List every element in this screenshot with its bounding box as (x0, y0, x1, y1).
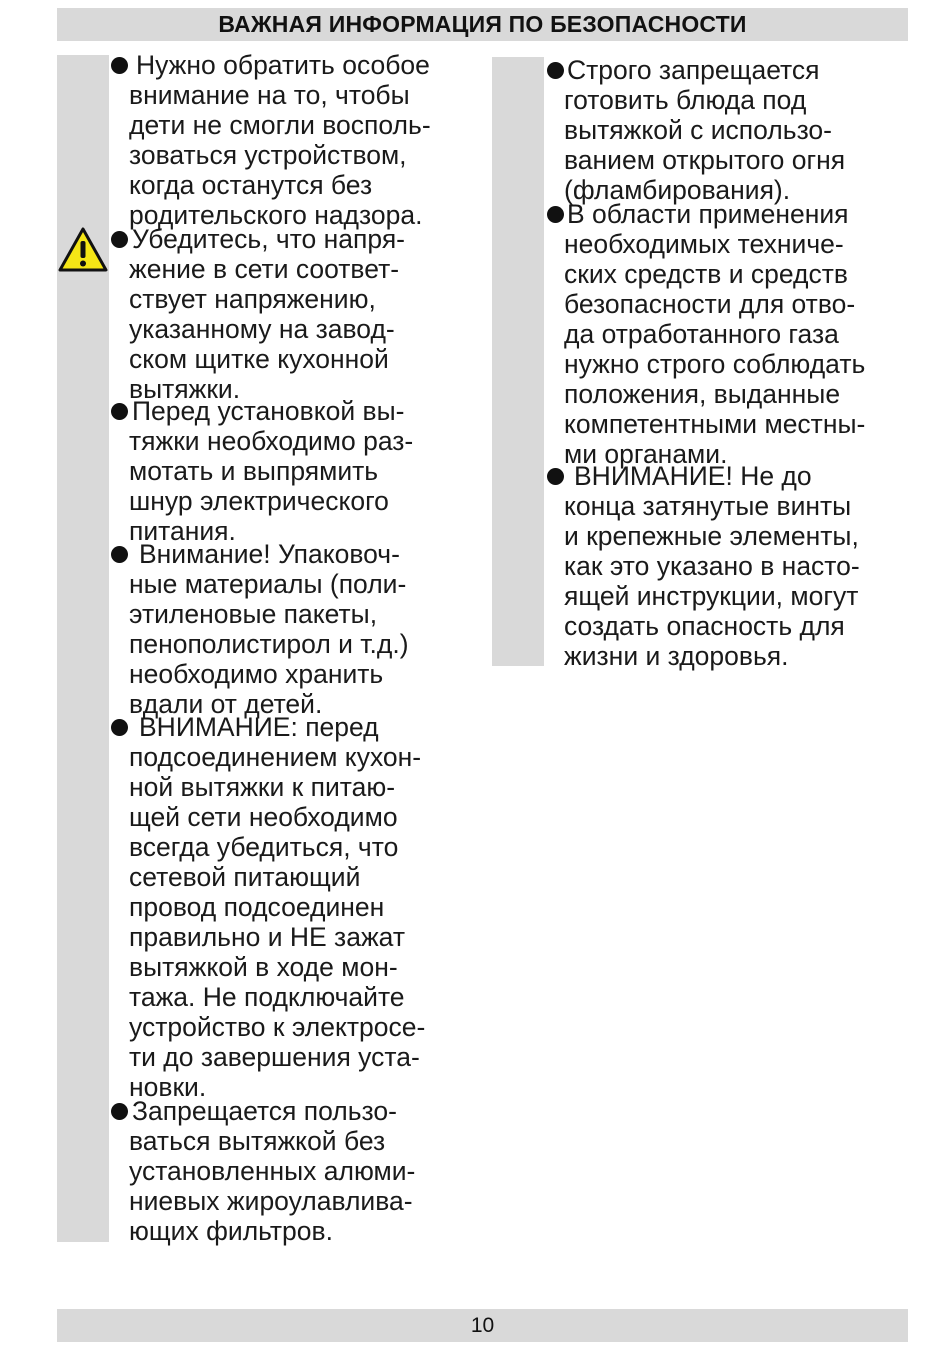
list-item: Убедитесь, что напря- жение в сети соответ- ствует напряжению, указанному на завод- ском щитке кухонной вытяжки. (129, 224, 405, 404)
bullet-dot-icon (111, 546, 128, 563)
warning-triangle-icon (57, 226, 109, 274)
list-item: ВНИМАНИЕ: перед подсоединением кухон- ной вытяжки к питаю- щей сети необходимо всегда убедиться, что сетевой питающий провод подсоединен правильно и НЕ зажат вытяжкой в ходе мон- тажа. Не подключайте устройство к электросе- ти до завершения уста- новки. (129, 712, 426, 1102)
list-item: Нужно обратить особое внимание на то, чтобы дети не смогли восполь- зоваться устройством, когда останутся без родительского надзора. (129, 50, 431, 230)
bullet-dot-icon (547, 468, 564, 485)
list-item: ВНИМАНИЕ! Не до конца затянутые винты и крепежные элементы, как это указано в насто- ящей инструкции, могут создать опасность для жизни и здоровья. (564, 461, 860, 671)
list-item: Запрещается пользо- ваться вытяжкой без установленных алюми- ниевых жироулавлива- ющих фильтров. (129, 1096, 416, 1246)
list-item: В области применения необходимых техниче- ских средств и средств безопасности для отво- да отработанного газа нужно строго соблюдать положения, выданные компетентными местны- ми органами. (564, 199, 866, 469)
page-number: 10 (470, 1313, 495, 1337)
page-header (57, 8, 908, 41)
list-item: Внимание! Упаковоч- ные материалы (поли- этиленовые пакеты, пенополистирол и т.д.) необходимо хранить вдали от детей. (129, 539, 409, 719)
bullet-dot-icon (111, 403, 128, 420)
page-title: ВАЖНАЯ ИНФОРМАЦИЯ ПО БЕЗОПАСНОСТИ (218, 11, 747, 37)
bullet-dot-icon (111, 57, 128, 74)
bullet-dot-icon (111, 719, 128, 736)
bullet-dot-icon (111, 231, 128, 248)
right-margin-band (492, 57, 544, 666)
bullet-dot-icon (547, 62, 564, 79)
list-item: Перед установкой вы- тяжки необходимо раз- мотать и выпрямить шнур электрического питания. (129, 396, 414, 546)
list-item: Строго запрещается готовить блюда под вытяжкой с использо- ванием открытого огня (фламбирования). (564, 55, 846, 205)
page-footer (57, 1309, 908, 1342)
bullet-dot-icon (111, 1103, 128, 1120)
bullet-dot-icon (547, 206, 564, 223)
